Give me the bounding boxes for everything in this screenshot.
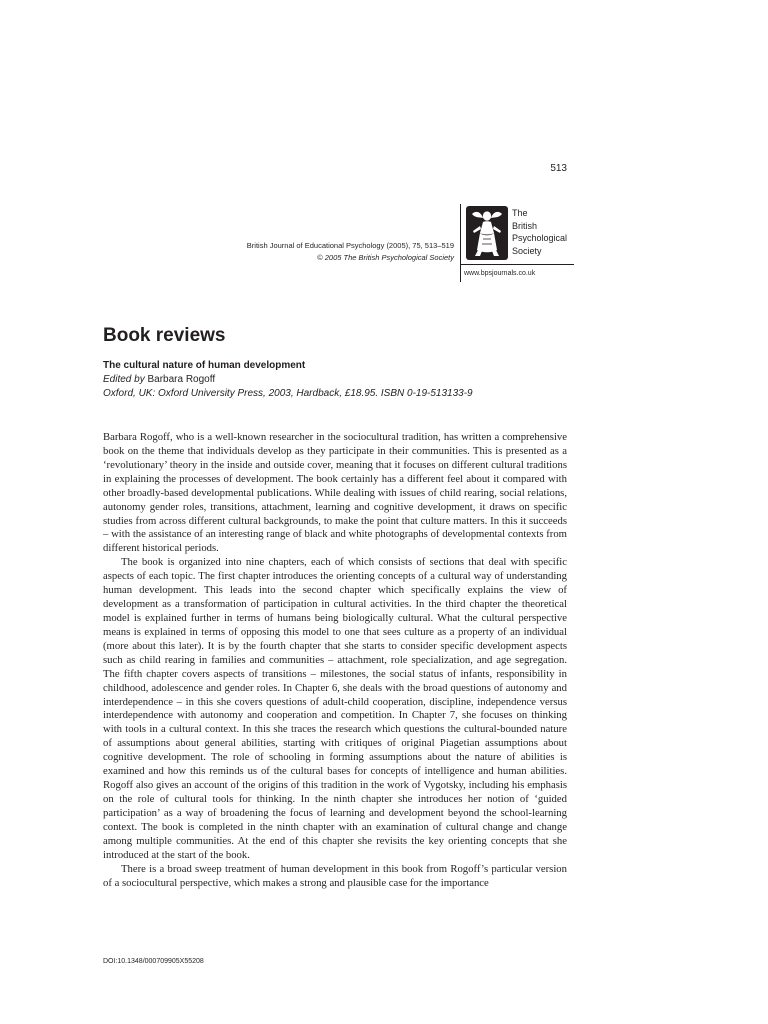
doi-identifier: DOI:10.1348/000709905X55208 xyxy=(103,958,204,965)
society-name-line: The xyxy=(512,208,528,218)
page-number: 513 xyxy=(550,163,567,174)
review-metadata xyxy=(103,359,573,401)
society-name xyxy=(512,207,582,257)
bps-psyche-emblem-icon xyxy=(466,206,508,260)
section-heading: Book reviews xyxy=(103,325,226,346)
body-paragraph: The book is organized into nine chapters, each of which consists of sections that deal with specific aspects of each topic. The first chapter introduces the orienting concepts of a cultural way of understanding human development. This leads into the second chapter which specifically explains the view of development as a transformation of participation in cultural activities. In the third chapter the theoretical model is explained further in terms of humans being biologically cultural. What the cultural perspective means is explained in terms of opposing this model to one that sees culture as a property of an individual (more about this later). It is by the fourth chapter that she starts to consider specific development aspects such as child rearing in families and communities – attachment, role specialization, and age segregation. The fifth chapter covers aspects of transitions – milestones, the social status of infants, responsibility in childhood, adolescence and gender roles. In Chapter 6, she deals with the broad questions of autonomy and interdependence – in this she covers questions of adult-child cooperation, discipline, independence versus interdependence with autonomy and cooperation and competition. In Chapter 7, she focuses on thinking with tools in a cultural context. In this she traces the research which questions the cultural-bounded nature of assumptions about general abilities, starting with critiques of original Piagetian assumptions about cognitive development. The role of schooling in forming assumptions about the nature of abilities is examined and how this reminds us of the cultural bases for concepts of intelligence and human abilities. Rogoff also gives an account of the origins of this tradition in the work of Vygotsky, including his emphasis on the role of cultural tools for thinking. In the ninth chapter she introduces her notion of ‘guided participation’ as a way of broadening the focus of learning and development beyond the school-learning context. The book is completed in the ninth chapter with an examination of cultural change and change among multiple communities. At the end of this chapter she revisits the key orienting concepts that she introduced at the start of the book. xyxy=(103,556,567,861)
header-vertical-rule xyxy=(460,204,461,282)
header-horizontal-rule xyxy=(460,264,574,265)
copyright-notice: © 2005 The British Psychological Society xyxy=(317,253,454,262)
book-editor-line xyxy=(103,373,573,387)
edited-by-label: Edited by xyxy=(103,374,145,385)
society-name-line: British xyxy=(512,220,538,231)
body-paragraph: There is a broad sweep treatment of human development in this book from Rogoff’s particular version of a sociocultural perspective, which makes a strong and plausible case for the importance xyxy=(103,862,567,889)
body-paragraph: Barbara Rogoff, who is a well-known researcher in the sociocultural tradition, has written a comprehensive book on the theme that individuals develop as they participate in their communities. This is presented as a ‘revolutionary’ theory in the inside and outside cover, meaning that it focuses on different cultural traditions in explaining the processes of development. The book certainly has a different feel about it compared with other broadly-based developmental publications. While dealing with issues of child rearing, social relations, autonomy gender roles, transitions, attachment, learning and cognitive development, it draws on specific studies from across different cultural backgrounds, to make the point that culture matters. In this it succeeds – with the assistance of an interesting range of black and white photographs of developmental contexts from different historical periods. xyxy=(103,431,567,555)
book-publication-details: Oxford, UK: Oxford University Press, 2003, Hardback, £18.95. ISBN 0-19-513133-9 xyxy=(103,388,473,399)
society-name-line: Society xyxy=(512,245,542,256)
book-title: The cultural nature of human development xyxy=(103,360,306,371)
society-name-line: Psychological xyxy=(512,233,568,243)
review-body xyxy=(103,431,567,890)
journal-citation: British Journal of Educational Psychology (2005), 75, 513–519 xyxy=(246,241,454,250)
book-editor: Barbara Rogoff xyxy=(147,374,216,385)
society-website-link[interactable]: www.bpsjournals.co.uk xyxy=(464,270,536,277)
journal-info xyxy=(200,240,454,264)
